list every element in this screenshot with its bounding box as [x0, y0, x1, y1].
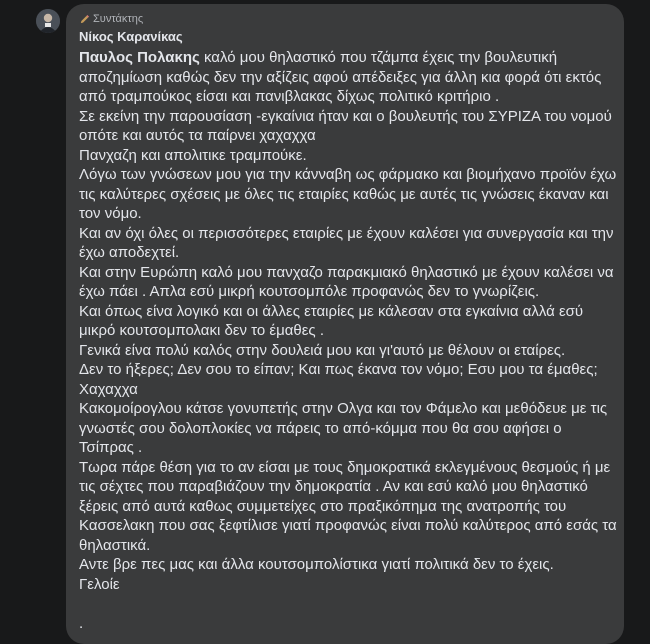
comment-paragraph: [79, 48, 619, 107]
comment-paragraph: Λόγω των γνώσεων μου για την κάνναβη ως φάρμακο και βιομήχανο προϊόν έχω τις καλύτερες σχέσεις με όλες τις εταιρίες καθώς με αυτές τις γνώσεις έκαναν και τον νόμο.: [79, 166, 617, 222]
comment-paragraph: Σε εκείνη την παρουσίαση -εγκαίνια ήταν και ο βουλευτής του ΣΥΡΙΖΑ του νομού οπότε και αυτός τα παίρνει χαχαχχα: [79, 107, 612, 144]
author-role-label: Συντάκτης: [93, 13, 144, 25]
avatar-photo: [36, 9, 60, 33]
comment-paragraph: Αντε βρε πες μας και άλλα κουτσομπολίστικα γιατί πολιτικά δεν το έχεις.: [79, 556, 554, 573]
comment-paragraph: Πανχαζη και απολιτικε τραμπούκε.: [79, 146, 307, 164]
pencil-icon: [79, 14, 90, 25]
comment-paragraph: Γελοίε: [79, 575, 120, 593]
comment-paragraph: Γενικά είνα πολύ καλός στην δουλειά μου και γι'αυτό με θέλουν οι εταίρες.: [79, 341, 566, 359]
comment-bubble: [66, 4, 624, 644]
comment-text: καλό μου θηλαστικό που τζάμπα έχεις την βουλευτική αποζημίωση καθώς δεν την αξίζεις αφού απέδειξες για άλλη κια φορά ότι εκτός από τραμπούκος είσαι και πανιβλακας δίχως πολιτικό κριτήριο .: [79, 49, 602, 105]
comment-author-name[interactable]: Νίκος Καρανίκας: [79, 29, 183, 44]
comment-body: [79, 48, 619, 633]
comment-paragraph: .: [79, 614, 84, 632]
comment-paragraph: Και αν όχι όλες οι περισσότερες εταιρίες με έχουν καλέσει για συνεργασία και την έχω αποδεχτεί.: [79, 224, 614, 261]
comment-paragraph: Και στην Ευρώπη καλό μου πανχαζο παρακμιακό θηλαστικό με έχουν καλέσει να έχω πάει . Απλα εσύ μικρή κουτσομπόλε προφανώς δεν το γνωρίζεις.: [79, 263, 614, 300]
author-role-badge: [79, 12, 143, 26]
author-avatar[interactable]: [36, 9, 60, 33]
comment-paragraph: Κακομοίρογλου κάτσε γονυπετής στην Ολγα και τον Φάμελο και μεθόδευε με τις γνωστές σου δολοπλοκίες να πάρεις το από-κόμμα που θα σου αφήσει ο Τσίπρας .: [79, 400, 608, 456]
mentioned-user-link[interactable]: Παυλος Πολακης: [79, 49, 200, 66]
comment-paragraph: Δεν το ήξερες; Δεν σου το είπαν; Και πως έκανα τον νόμο; Εσυ μου τα έμαθες; Χαχαχχα: [79, 361, 598, 398]
comment-paragraph: Τωρα πάρε θέση για το αν είσαι με τους δημοκρατικά εκλεγμένους θεσμούς ή με τις σέχτες που παραβιάζουν την δημοκρατία . Αν και εσύ καλό μου θηλαστικό ξέρεις από αυτά καθως συμμετείχες στο πραξικόπημα της ανατροπής του Κασσελακη που σας ξεφτίλισε γιατί προφανώς είναι πολύ καλύτερος από εσάς τα θηλαστικά.: [79, 458, 617, 554]
comment-spacer: [79, 594, 619, 614]
comment-paragraph: Και όπως είνα λογικό και οι άλλες εταιρίες με κάλεσαν στα εγκαίνια αλλά εσύ μικρό κουτσομπολακι δεν το έμαθες .: [79, 302, 584, 339]
